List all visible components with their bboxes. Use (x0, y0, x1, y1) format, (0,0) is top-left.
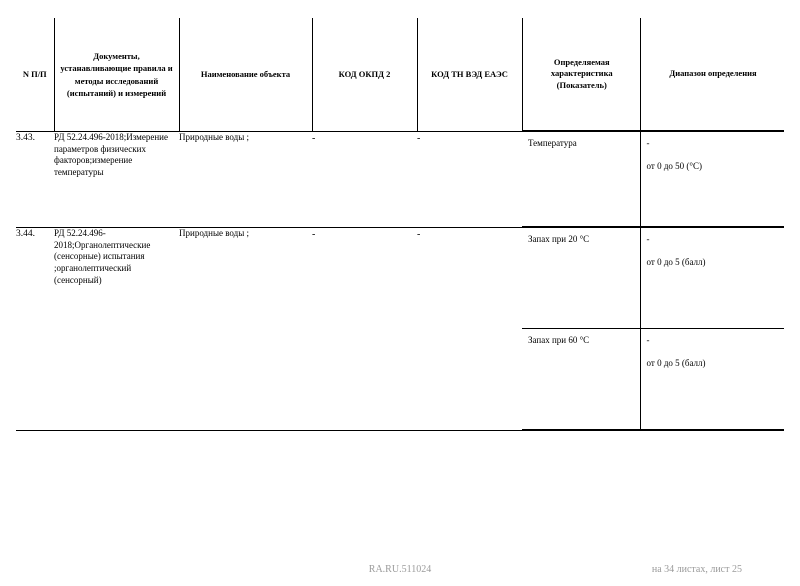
table-row (16, 132, 784, 228)
measurement-row (522, 228, 784, 329)
measurement-range-line2: от 0 до 5 (балл) (646, 256, 706, 267)
measurement-range-line1: - (646, 138, 650, 148)
measurement-range-line2: от 0 до 5 (балл) (646, 357, 706, 368)
row-document: РД 52.24.496-2018;Органолептические (сенсорные) испытания ;органолептический (сенсорный) (54, 228, 179, 431)
row-number: 3.43. (16, 132, 54, 228)
header-characteristic: Определяемая характеристика (Показатель) (523, 18, 641, 131)
measurement-range (640, 329, 784, 430)
measurement-range-line1: - (646, 234, 650, 244)
header-range: Диапазон определения (641, 18, 785, 131)
header-document: Документы, устанавливающие правила и методы исследований (испытаний) и измерений (54, 18, 179, 132)
row-okpd2: - (312, 228, 417, 431)
row-number: 3.44. (16, 228, 54, 431)
row-object: Природные воды ; (179, 132, 312, 228)
measurement-range-line1: - (646, 335, 650, 345)
measurement-characteristic: Запах при 20 °С (522, 228, 640, 329)
measurement-range (640, 228, 784, 329)
measurement-characteristic: Запах при 60 °С (522, 329, 640, 430)
header-okpd2: КОД ОКПД 2 (312, 18, 417, 132)
accreditation-scope-table (16, 18, 784, 431)
row-okpd2: - (312, 132, 417, 228)
header-object: Наименование объекта (179, 18, 312, 132)
row-tnved: - (417, 132, 522, 228)
row-document: РД 52.24.496-2018;Измерение параметров физических факторов;измерение температуры (54, 132, 179, 228)
measurement-range-line2: от 0 до 50 (°С) (646, 160, 702, 171)
measurement-row (522, 329, 784, 430)
header-number: N П/П (16, 18, 54, 132)
table-row (16, 228, 784, 431)
measurement-row (522, 132, 784, 227)
row-tnved: - (417, 228, 522, 431)
row-object: Природные воды ; (179, 228, 312, 431)
pagination-label: на 34 листах, лист 25 (651, 564, 742, 575)
measurement-characteristic: Температура (522, 132, 640, 227)
table-header-row (16, 18, 784, 132)
header-tnved: КОД ТН ВЭД ЕАЭС (417, 18, 522, 132)
measurement-range (640, 132, 784, 227)
registry-number: RA.RU.511024 (368, 564, 432, 575)
